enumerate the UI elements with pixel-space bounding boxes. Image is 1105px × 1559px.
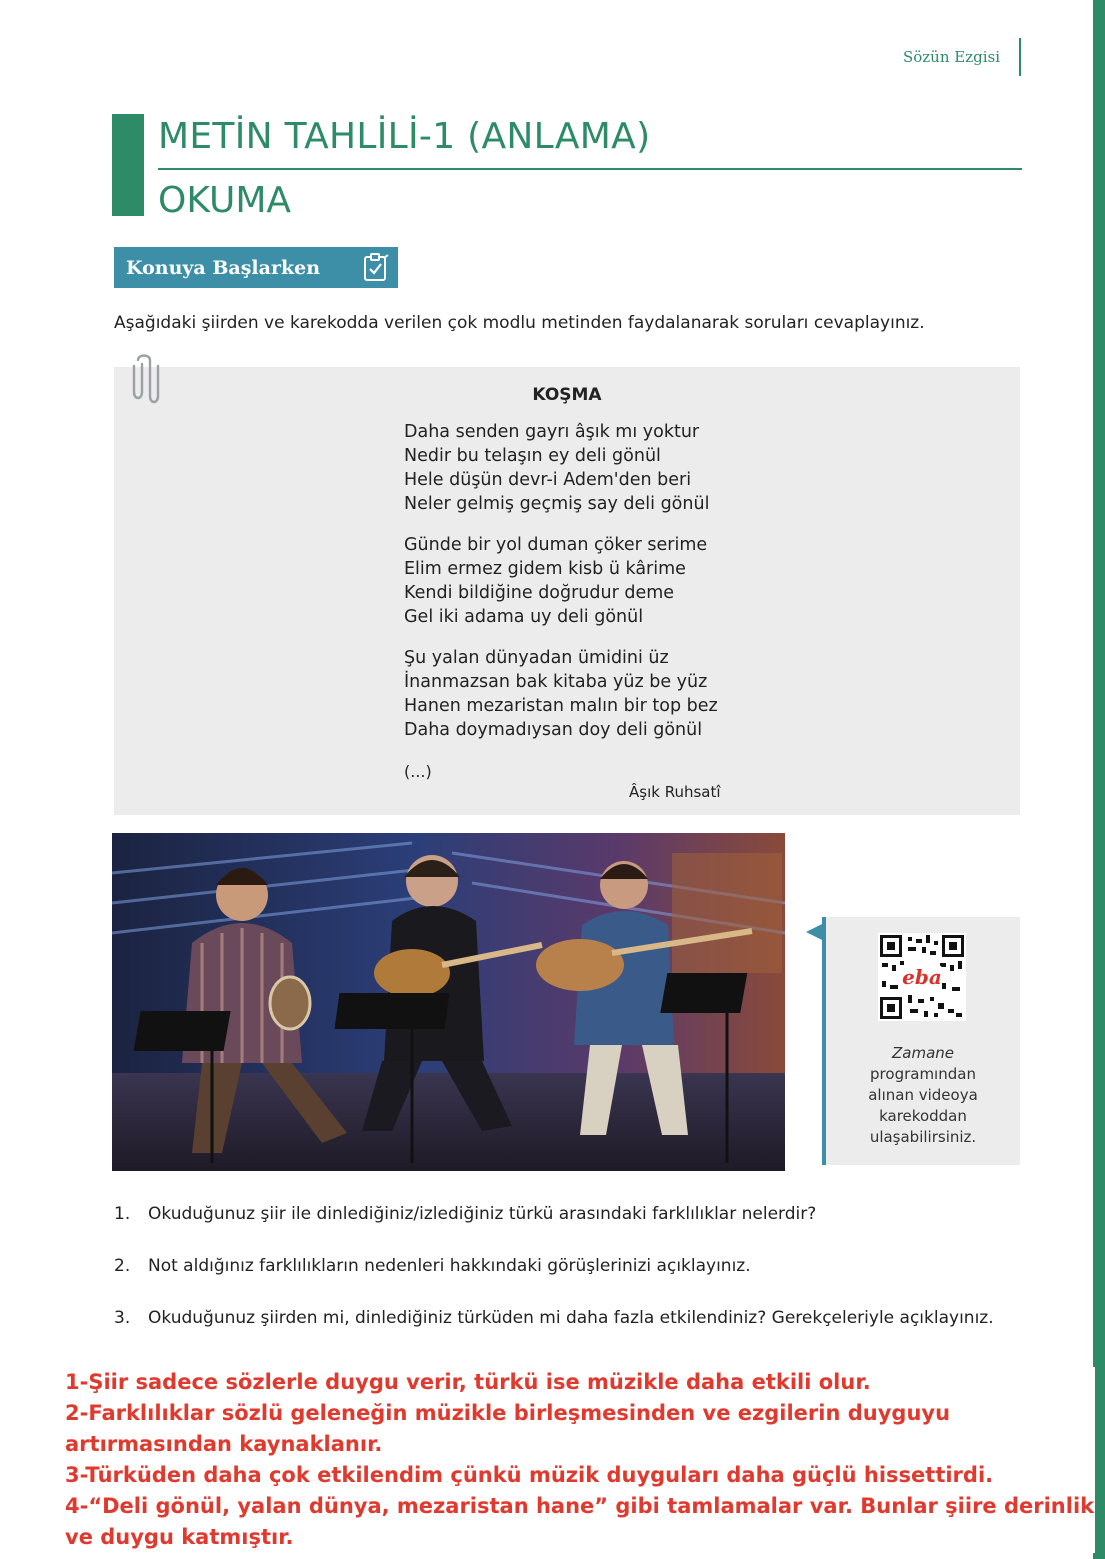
- poem-stanza: [404, 533, 707, 629]
- answer-line: 1-Şiir sadece sözlerle duygu verir, türkü ise müzikle daha etkili olur.: [65, 1370, 871, 1394]
- poem-line: Hele düşün devr-i Adem'den beri: [404, 470, 692, 490]
- question-item: [114, 1308, 994, 1328]
- poem-ellipsis: (...): [404, 762, 432, 781]
- paperclip-icon: [128, 352, 164, 408]
- poem-stanza: [404, 646, 718, 742]
- question-item: [114, 1256, 751, 1276]
- page-title: METİN TAHLİLİ-1 (ANLAMA): [158, 116, 651, 157]
- title-divider: [158, 168, 1022, 170]
- poem-line: Şu yalan dünyadan ümidini üz: [404, 648, 669, 668]
- question-text: Not aldığınız farklılıkların nedenleri hakkındaki görüşlerinizi açıklayınız.: [148, 1256, 751, 1276]
- poem-line: Nedir bu telaşın ey deli gönül: [404, 446, 661, 466]
- answer-line: 2-Farklılıklar sözlü geleneğin müzikle birleşmesinden ve ezgilerin duyguyu artırmasından kaynaklanır.: [65, 1401, 951, 1456]
- eba-logo: eba: [902, 965, 942, 989]
- page-edge-bar: [1093, 0, 1105, 1559]
- answer-overlay: [65, 1367, 1095, 1553]
- answer-line: 3-Türküden daha çok etkilendim çünkü müzik duyguları daha güçlü hissettirdi.: [65, 1463, 994, 1487]
- poem-line: Daha doymadıysan doy deli gönül: [404, 720, 703, 740]
- poem-panel: [114, 367, 1020, 815]
- question-number: 2.: [114, 1256, 131, 1276]
- question-number: 3.: [114, 1308, 131, 1328]
- poem-line: Gel iki adama uy deli gönül: [404, 607, 644, 627]
- qr-caption-line: programından: [870, 1065, 976, 1083]
- pointer-arrow-icon: [806, 924, 822, 940]
- answer-line: 4-“Deli gönül, yalan dünya, mezaristan hane” gibi tamlamalar var. Bunlar şiire derinlik ve duygu katmıştır.: [65, 1494, 1095, 1549]
- question-item: [114, 1204, 816, 1224]
- poem-title: KOŞMA: [532, 385, 602, 405]
- page-subtitle: OKUMA: [158, 180, 292, 221]
- video-still-musicians: [112, 833, 785, 1171]
- section-badge: [114, 247, 398, 288]
- qr-card-rule: [822, 917, 826, 1165]
- poem-author: Âşık Ruhsatî: [629, 783, 721, 801]
- qr-caption-line: ulaşabilirsiniz.: [869, 1128, 977, 1146]
- qr-code-icon[interactable]: [878, 933, 966, 1021]
- running-header: Sözün Ezgisi: [902, 48, 1000, 66]
- poem-line: Neler gelmiş geçmiş say deli gönül: [404, 494, 710, 514]
- question-text: Okuduğunuz şiir ile dinlediğiniz/izlediğiniz türkü arasındaki farklılıklar nelerdir?: [148, 1204, 817, 1224]
- clipboard-check-icon: [362, 252, 390, 282]
- poem-line: İnanmazsan bak kitaba yüz be yüz: [404, 672, 708, 692]
- qr-caption-line: alınan videoya: [868, 1086, 978, 1104]
- poem-line: Daha senden gayrı âşık mı yoktur: [404, 422, 700, 442]
- poem-line: Günde bir yol duman çöker serime: [404, 535, 708, 555]
- question-number: 1.: [114, 1204, 131, 1224]
- qr-card: [822, 917, 1020, 1165]
- poem-stanza: [404, 420, 709, 516]
- poem-line: Hanen mezaristan malın bir top bez: [404, 696, 718, 716]
- poem-line: Kendi bildiğine doğrudur deme: [404, 583, 675, 603]
- intro-text: Aşağıdaki şiirden ve karekodda verilen çok modlu metinden faydalanarak soruları cevaplayınız.: [114, 313, 925, 333]
- title-accent-bar: [112, 114, 144, 216]
- poem-line: Elim ermez gidem kisb ü kârime: [404, 559, 686, 579]
- section-badge-label: Konuya Başlarken: [126, 256, 321, 279]
- qr-caption-line: karekoddan: [879, 1107, 967, 1125]
- header-rule: [1019, 38, 1021, 76]
- qr-caption-program: Zamane: [891, 1044, 954, 1062]
- qr-caption: [832, 1043, 1014, 1148]
- question-text: Okuduğunuz şiirden mi, dinlediğiniz türküden mi daha fazla etkilendiniz? Gerekçeleriyle açıklayınız.: [148, 1308, 994, 1328]
